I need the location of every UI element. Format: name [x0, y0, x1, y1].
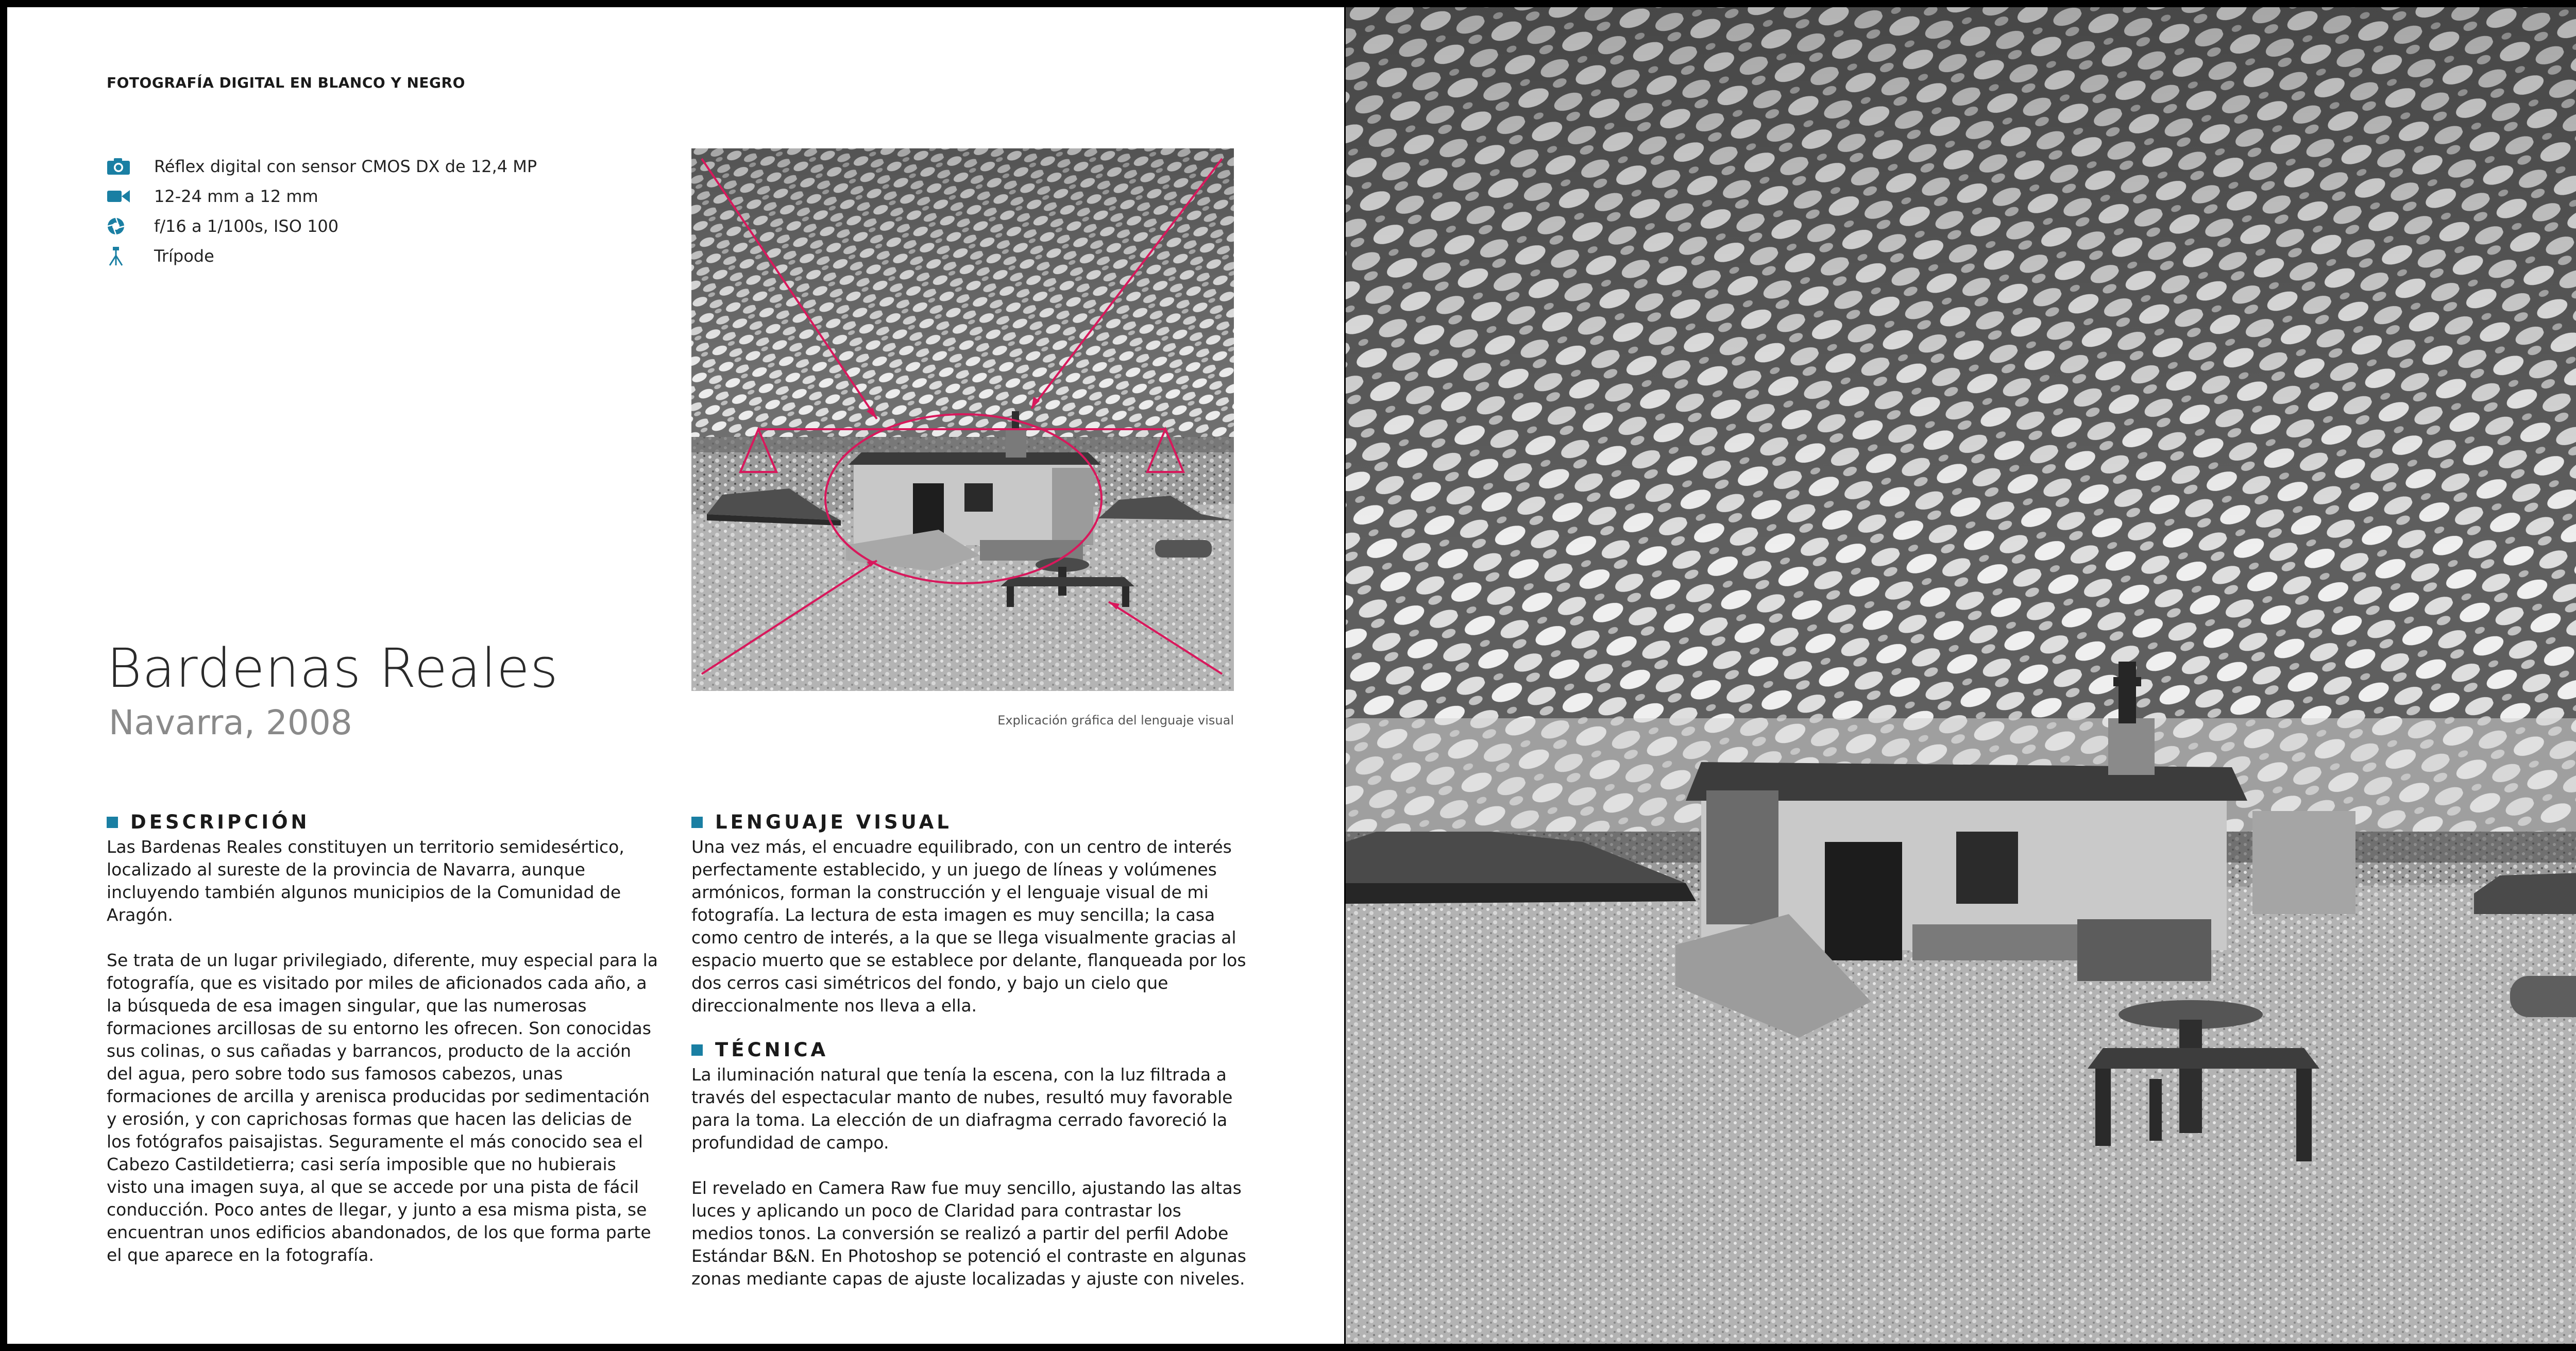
spec-row	[107, 241, 537, 271]
section-marker	[107, 817, 118, 828]
camera-specs-list	[107, 151, 537, 271]
heading-text: DESCRIPCIÓN	[130, 811, 310, 833]
tripod-icon	[107, 246, 132, 266]
page-title: Bardenas Reales	[107, 637, 559, 700]
left-page	[7, 7, 1344, 1344]
spec-text: Trípode	[154, 246, 214, 266]
spec-row	[107, 181, 537, 211]
tecnica-heading	[691, 1039, 828, 1061]
spec-row	[107, 151, 537, 181]
paragraph: La iluminación natural que tenía la escena, con la luz filtrada a través del espectacular manto de nubes, resultó muy favorable para la toma. La elección de un diafragma cerrado favoreció la profundidad de campo.	[691, 1065, 1233, 1153]
spec-text: Réflex digital con sensor CMOS DX de 12,4 MP	[154, 157, 537, 176]
thumbnail-caption: Explicación gráfica del lenguaje visual	[997, 713, 1234, 728]
paragraph: Una vez más, el encuadre equilibrado, con un centro de interés perfectamente establecido, y un juego de líneas y volúmenes armónicos, forman la construcción y el lenguaje visual de mi fotografía. La lectura de esta imagen es muy sencilla; la casa como centro de interés, a la que se llega visualmente gracias al espacio muerto que se establece por delante, flanqueada por los dos cerros casi simétricos del fondo, y bajo un cielo que direccionalmente nos lleva a ella.	[691, 837, 1246, 1016]
paragraph: Las Bardenas Reales constituyen un territorio semidesértico, localizado al sureste de la provincia de Navarra, aunque incluyendo también algunos municipios de la Comunidad de Aragón.	[107, 837, 624, 925]
main-photo	[1346, 7, 2576, 1344]
page-subtitle: Navarra, 2008	[109, 703, 352, 742]
section-marker	[691, 1044, 703, 1056]
thumbnail-photo	[691, 148, 1234, 691]
aperture-icon	[107, 216, 132, 237]
running-header: FOTOGRAFÍA DIGITAL EN BLANCO Y NEGRO	[107, 74, 465, 91]
heading-text: LENGUAJE VISUAL	[715, 811, 952, 833]
descripcion-text	[107, 836, 658, 1266]
paragraph: Se trata de un lugar privilegiado, diferente, muy especial para la fotografía, que es visitado por miles de aficionados cada año, a la búsqueda de esa imagen singular, que las numerosas formaciones arcillosas de su entorno les ofrecen. Son conocidas sus colinas, o sus cañadas y barrancos, producto de la acción del agua, pero sobre todo sus famosos cabezos, unas formaciones de arcilla y arenisca producidas por sedimentación y erosión, y con caprichosas formas que hacen las delicias de los fotógrafos paisajistas. Seguramente el más conocido sea el Cabezo Castildetierra; casi sería imposible que no hubierais visto una imagen suya, al que se accede por una pista de fácil conducción. Poco antes de llegar, y junto a esa misma pista, se encuentran unos edificios abandonados, de los que forma parte el que aparece en la fotografía.	[107, 950, 658, 1265]
section-marker	[691, 817, 703, 828]
paragraph: El revelado en Camera Raw fue muy sencillo, ajustando las altas luces y aplicando un poco de Claridad para contrastar los medios tonos. La conversión se realizó a partir del perfil Adobe Estándar B&N. En Photoshop se potenció el contraste en algunas zonas mediante capas de ajuste localizadas y ajuste con niveles.	[691, 1178, 1246, 1289]
spec-text: f/16 a 1/100s, ISO 100	[154, 216, 339, 236]
lenguaje-visual-heading	[691, 811, 952, 833]
spec-row	[107, 211, 537, 241]
camera-icon	[107, 156, 132, 177]
heading-text: TÉCNICA	[715, 1039, 829, 1061]
lenguaje-visual-text	[691, 836, 1248, 1017]
spec-text: 12-24 mm a 12 mm	[154, 187, 318, 206]
tecnica-text	[691, 1063, 1248, 1290]
video-lens-icon	[107, 186, 132, 207]
descripcion-heading	[107, 811, 310, 833]
